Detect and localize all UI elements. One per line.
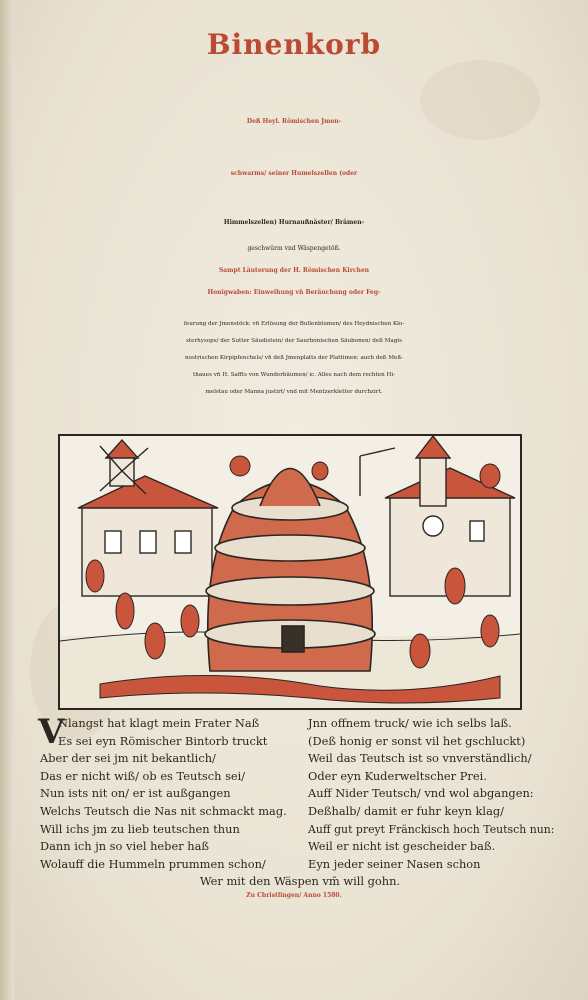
subtitle-line-6: Honigwaben: Einweihung vn̄ Beräuchung oder Feg-	[207, 289, 381, 296]
poem-right-verse: Auff Nider Teutsch/ vnd wol abgangen:	[308, 786, 534, 801]
poem-right-verse: Deßhalb/ damit er fuhr keyn klag/	[308, 803, 504, 818]
poem-block	[38, 712, 560, 891]
body-line-3: nostrischen Kirpipfenchels/ vn̄ deß Jmenplatts der Plattimen: auch deß Meß-	[185, 355, 403, 361]
poem-right-verse: Oder eyn Kuderweltscher Prei.	[308, 768, 487, 783]
poem-left-verse: Das er nicht wiß/ ob es Teutsch sei/	[40, 768, 246, 783]
poem-left-verse: Nun ists nit on/ er ist außgangen	[40, 786, 231, 801]
poem-left-verse: Es sei eyn Römischer Bintorb truckt	[58, 733, 268, 748]
imprint: Zu Christlingen/ Anno 1580.	[246, 892, 342, 899]
poem-right-verse: Auff gut preyt Fränckisch hoch Teutsch nun:	[308, 822, 555, 836]
right-buildings	[360, 436, 515, 596]
poem-row	[40, 821, 560, 839]
page-spine-edge	[0, 0, 14, 1000]
woodcut-illustration	[58, 434, 522, 710]
poem-left-verse: Welchs Teutsch die Nas nit schmackt mag.	[40, 803, 287, 818]
subtitle-line-5: Sampt Läuterung der H. Römischen Kirchen	[218, 267, 370, 274]
poem-left-verse: Nlangst hat klagt mein Frater Naß	[58, 716, 260, 730]
body-line-2: sterhysops/ der Sutter Säudistein/ der Saurbonischen Säubonen/ deß Magis	[186, 338, 402, 344]
poem-right-verse: Weil das Teutsch ist so vnverständlich/	[308, 751, 532, 766]
paper-stain	[420, 60, 540, 140]
poem-left-verse: Wolauff die Hummeln prummen schon/	[40, 856, 266, 871]
poem-right-verse: (Deß honig er sonst vil het gschluckt)	[308, 733, 526, 748]
poem-row	[40, 803, 560, 821]
poem-row	[40, 750, 560, 768]
subtitle-line-2: schwarms/ seiner Humelszellen (oder	[230, 170, 358, 177]
poem-right-verse: Jnn offnem truck/ wie ich selbs laß.	[308, 716, 512, 730]
poem-row	[40, 873, 560, 891]
poem-final-line: Wer mit den Wäspen vm̄ will gohn.	[199, 874, 401, 889]
beehive	[205, 469, 375, 672]
subtitle-line-3: Himmelszellen) Hurnaußnäster/ Brämen-	[223, 219, 365, 226]
poem-row	[40, 715, 560, 733]
poem-left-verse: Will ichs jm zu lieb teutschen thun	[40, 821, 240, 836]
poem-row	[40, 733, 560, 751]
poem-right-verse: Eyn jeder seiner Nasen schon	[308, 856, 481, 871]
poem-left-verse: Dann ich jn so viel heber haß	[40, 839, 210, 854]
body-line-1: feurung der Jmenstöck: vn̄ Erlösung der Bullenblumen/ des Heydnischen Klo-	[183, 321, 405, 327]
poem-row	[40, 838, 560, 856]
body-line-4: thaues vn̄ H. Saffts von Wunderbäumen/ ic. Alles nach dem rechten Hi-	[192, 372, 396, 378]
poem-left-verse: Aber der sei jm nit bekantlich/	[40, 751, 216, 766]
subtitle-line-1: Deß Heyl. Römischen Jmen-	[246, 118, 342, 125]
poem-row	[40, 768, 560, 786]
poem-row	[40, 856, 560, 874]
body-line-5: melstau oder Manna justirt/ vnd mit Mentzerkletter durchzirt.	[205, 389, 383, 395]
beehive-woodcut-image	[60, 436, 520, 708]
subtitle-line-4: geschwürm vnd Wäspengetöß.	[247, 245, 341, 252]
drop-cap: V	[38, 712, 65, 752]
poem-row	[40, 785, 560, 803]
page-title: Binenkorb	[206, 28, 382, 61]
poem-right-verse: Weil er nicht ist gescheider baß.	[308, 839, 496, 854]
